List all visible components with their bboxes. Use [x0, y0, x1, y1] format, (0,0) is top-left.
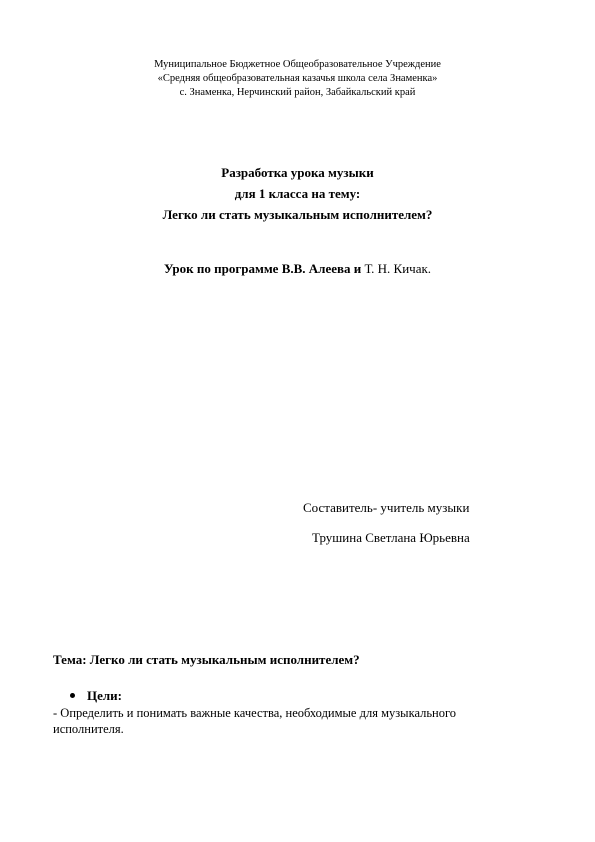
program-line [0, 262, 595, 275]
lesson-title-line-2: для 1 класса на тему: [234, 186, 361, 201]
author-role: Составитель- учитель музыки [303, 500, 470, 515]
lesson-title-line-3: Легко ли стать музыкальным исполнителем? [162, 207, 433, 222]
topic-heading: Тема: Легко ли стать музыкальным исполнителем? [53, 652, 360, 667]
author-name: Трушина Светлана Юрьевна [312, 530, 470, 545]
school-name-line: Муниципальное Бюджетное Общеобразовательное Учреждение [154, 59, 441, 70]
school-address-line: с. Знаменка, Нерчинский район, Забайкальский край [179, 87, 416, 98]
program-bold: Урок по программе В.В. Алеева и [163, 261, 365, 276]
school-full-name-line: «Средняя общеобразовательная казачья школа села Знаменка» [157, 73, 438, 84]
goal-item-1: - Определить и понимать важные качества, необходимые для музыкального исполнителя. [53, 706, 457, 736]
bullet-icon [70, 693, 75, 698]
goals-bullet [70, 688, 122, 704]
lesson-title-line-1: Разработка урока музыки [221, 165, 374, 180]
goals-heading: Цели: [87, 688, 122, 703]
program-authors: Т. Н. Кичак. [364, 261, 432, 276]
